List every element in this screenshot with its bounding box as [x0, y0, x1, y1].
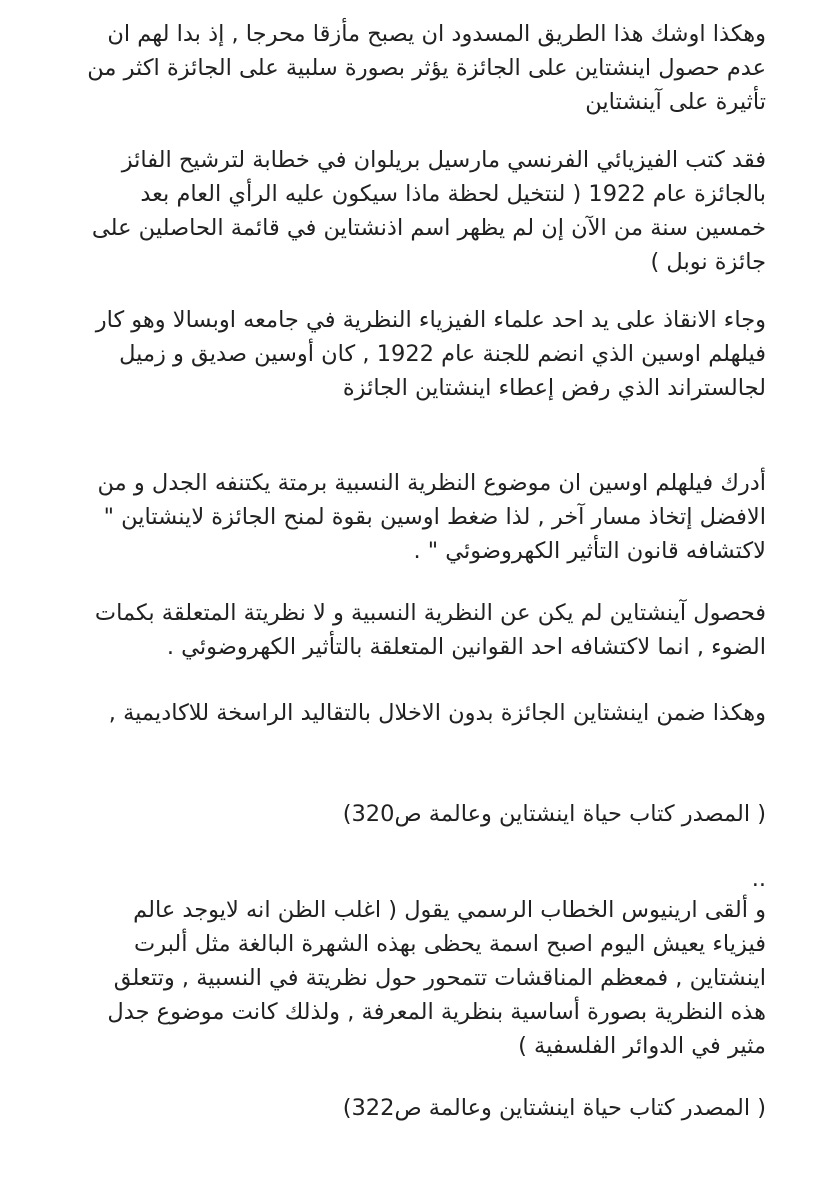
- paragraph-7-dots: ..: [751, 866, 766, 892]
- paragraph-1-line-3: تأثيرة على آينشتاين: [585, 89, 766, 115]
- paragraph-4-line-2: الافضل إتخاذ مسار آخر , لذا ضغط اوسين بقوة لمنح الجائزة لاينشتاين ": [103, 504, 766, 530]
- paragraph-7-line-2: فيزياء يعيش اليوم اصبح اسمة يحظى بهذه الشهرة البالغة مثل ألبرت: [134, 931, 766, 957]
- paragraph-6-line-1: وهكذا ضمن اينشتاين الجائزة بدون الاخلال بالتقاليد الراسخة للاكاديمية ,: [108, 700, 766, 726]
- paragraph-7-line-4: هذه النظرية بصورة أساسية بنظرية المعرفة , ولذلك كانت موضوع جدل: [107, 999, 766, 1025]
- source-citation-1: ( المصدر كتاب حياة اينشتاين وعالمة ص320): [342, 801, 766, 827]
- source-citation-2: ( المصدر كتاب حياة اينشتاين وعالمة ص322): [342, 1095, 766, 1121]
- paragraph-5-line-2: الضوء , انما لاكتشافه احد القوانين المتعلقة بالتأثير الكهروضوئي .: [166, 634, 766, 660]
- paragraph-1-line-1: وهكذا اوشك هذا الطريق المسدود ان يصبح مأزقا محرجا , إذ بدا لهم ان: [107, 21, 766, 47]
- paragraph-2-line-1: فقد كتب الفيزيائي الفرنسي مارسيل بريلوان في خطابة لترشيح الفائز: [121, 147, 766, 173]
- paragraph-2-line-3: خمسين سنة من الآن إن لم يظهر اسم اذنشتاين في قائمة الحاصلين على: [91, 215, 766, 241]
- paragraph-2-line-4: جائزة نوبل ): [650, 249, 766, 275]
- paragraph-5-line-1: فحصول آينشتاين لم يكن عن النظرية النسبية و لا نظريتة المتعلقة بكمات: [94, 600, 766, 626]
- paragraph-1-line-2: عدم حصول اينشتاين على الجائزة يؤثر بصورة سلبية على الجائزة اكثر من: [87, 55, 766, 81]
- paragraph-7-line-3: اينشتاين , فمعظم المناقشات تتمحور حول نظريتة في النسبية , وتتعلق: [113, 965, 766, 991]
- paragraph-7-line-5: مثير في الدوائر الفلسفية ): [518, 1033, 766, 1059]
- paragraph-7-line-1: و ألقى ارينيوس الخطاب الرسمي يقول ( اغلب الظن انه لايوجد عالم: [133, 897, 766, 923]
- paragraph-4-line-1: أدرك فيلهلم اوسين ان موضوع النظرية النسبية برمتة يكتنفه الجدل و من: [97, 470, 766, 496]
- paragraph-3-line-2: فيلهلم اوسين الذي انضم للجنة عام 1922 , كان أوسين صديق و زميل: [119, 341, 766, 367]
- paragraph-4-line-3: لاكتشافه قانون التأثير الكهروضوئي " .: [413, 538, 766, 564]
- paragraph-3-line-3: لجالستراند الذي رفض إعطاء اينشتاين الجائزة: [342, 375, 766, 401]
- paragraph-3-line-1: وجاء الانقاذ على يد احد علماء الفيزياء النظرية في جامعه اوبسالا وهو كار: [95, 307, 766, 333]
- paragraph-2-line-2: بالجائزة عام 1922 ( لنتخيل لحظة ماذا سيكون عليه الرأي العام بعد: [140, 181, 766, 207]
